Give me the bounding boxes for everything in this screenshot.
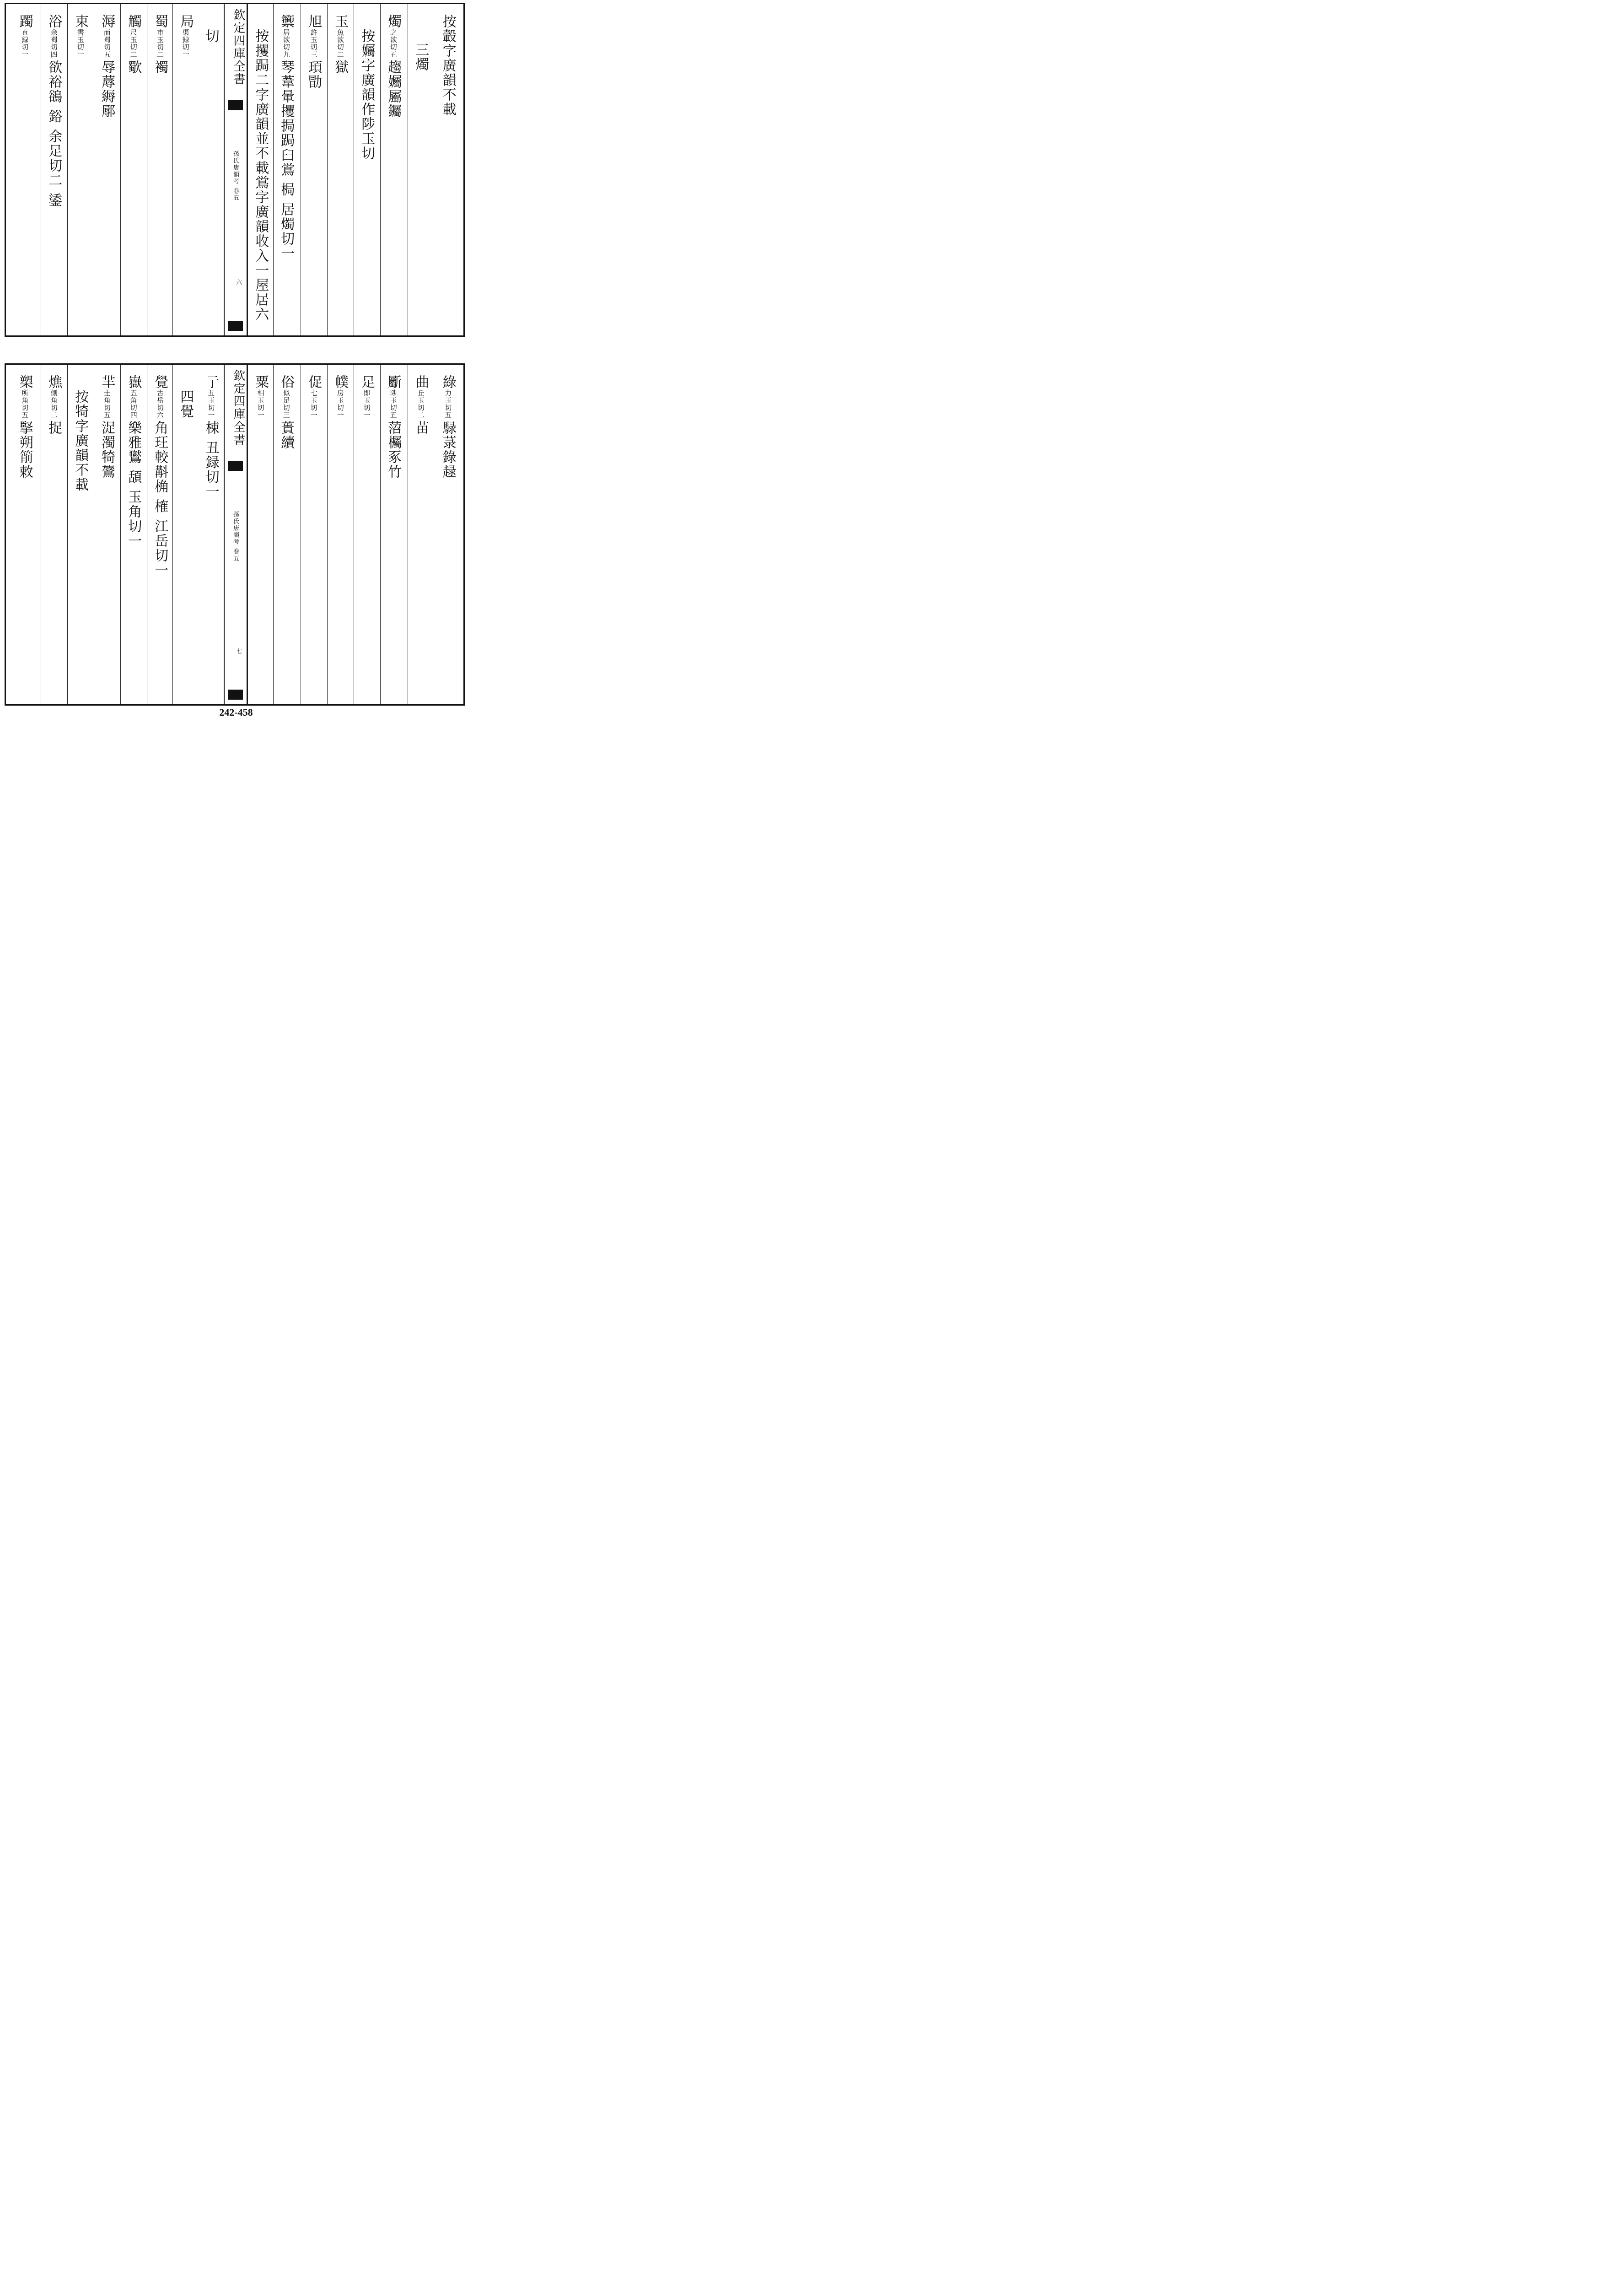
entry-head: 籞: [278, 14, 295, 29]
entry-note: 許玉切三: [309, 29, 318, 58]
entry-head: 亍: [203, 375, 219, 389]
page-number: 六: [235, 279, 242, 285]
entry-head: 觸: [125, 14, 142, 29]
entry-note: 之欲切五: [389, 29, 398, 58]
entry-tail: 獄: [332, 60, 349, 75]
column: [273, 4, 299, 335]
column: [301, 365, 326, 704]
column: [247, 365, 273, 704]
entry-note: 丑玉切一: [207, 389, 215, 419]
column: [198, 4, 224, 335]
entry-note: 直録切一: [21, 29, 29, 58]
entry-head: 燭: [385, 14, 402, 29]
entry-tail: 欲裕鵒 鋊 余足切二 鋈: [46, 60, 62, 208]
entry-tail: 頊勖: [306, 60, 322, 89]
column: [408, 365, 433, 704]
entry-note: 余蜀切四: [49, 29, 58, 58]
page-number: 七: [235, 648, 242, 654]
column: [41, 4, 66, 335]
entry-note: 五角切四: [129, 389, 138, 419]
column: [435, 4, 461, 335]
column: [301, 4, 326, 335]
entry-head: 旭: [306, 14, 322, 29]
entry-head: 促: [306, 375, 322, 389]
entry-head: 俗: [278, 375, 295, 389]
entry-head: 幞: [332, 375, 349, 389]
entry-tail: 苗: [413, 421, 429, 435]
entry-tail: 掔朔箾敕: [16, 421, 33, 479]
column: [380, 4, 406, 335]
entry-head: 局: [177, 14, 194, 29]
column: [198, 365, 224, 704]
entry-head: 覺: [152, 375, 168, 389]
volume-label: 孫氏唐韻考 卷五: [232, 151, 239, 202]
entry-head: 嶽: [125, 375, 142, 389]
column: [172, 365, 198, 704]
entry-head: 束: [72, 14, 89, 29]
column: [147, 365, 172, 704]
entry-head: 槊: [16, 375, 33, 389]
column: [94, 4, 119, 335]
column: [120, 4, 146, 335]
entry-head: 蜀: [152, 14, 168, 29]
column: [9, 365, 41, 704]
page-bottom: [5, 363, 465, 706]
entry-tail: 梀 丑録切一: [203, 421, 219, 499]
entry-tail: 樂雅鸑 頢 玉角切一: [125, 421, 142, 549]
entry-tail: 騄菉錄趢: [440, 421, 456, 479]
entry-head: 按攫跼二字廣韻並不載鴬字廣韻收入一屋居六: [253, 29, 269, 322]
entry-note: 側角切二: [49, 389, 58, 419]
entry-tail: 趨孎屬钃: [385, 60, 402, 119]
entry-tail: 菬欘豖竹: [385, 421, 402, 479]
entry-tail: 琴葦暈攫挶跼臼鴬 梮 居燭切一: [278, 60, 295, 261]
entry-tail: 捉: [46, 421, 62, 435]
entry-note: 尺玉切二: [129, 29, 138, 58]
entry-tail: 辱蓐縟鄏: [99, 60, 115, 119]
entry-note: 陟玉切五: [389, 389, 398, 419]
column: [120, 365, 146, 704]
entry-note: 古岳切六: [156, 389, 164, 419]
column: [41, 365, 66, 704]
entry-note: 居欲切九: [282, 29, 290, 58]
entry-head: 綠: [440, 375, 456, 389]
entry-note: 士角切五: [102, 389, 111, 419]
column: [247, 4, 273, 335]
entry-head: 斸: [385, 375, 402, 389]
entry-head: 浴: [46, 14, 62, 29]
entry-note: 書玉切一: [76, 29, 85, 58]
book-title: 欽定四庫全書: [231, 369, 245, 446]
entry-head: 按孎字廣韻作陟玉切: [359, 29, 375, 161]
column: [67, 365, 93, 704]
column: [172, 4, 198, 335]
center-margin: [224, 365, 247, 704]
page-top: [5, 3, 465, 337]
entry-head: 羋: [99, 375, 115, 389]
column: [354, 365, 379, 704]
column: [408, 4, 433, 335]
entry-note: 所角切五: [21, 389, 29, 419]
entry-note: 相玉切一: [256, 389, 265, 419]
entry-head: 玉: [332, 14, 349, 29]
column: [380, 365, 406, 704]
footer-page-id: 242-458: [219, 707, 253, 718]
rhyme-heading: 三燭: [413, 43, 429, 72]
entry-head: 燋: [46, 375, 62, 389]
entry-head: 粟: [253, 375, 269, 389]
entry-head: 溽: [99, 14, 115, 29]
center-margin: [224, 4, 247, 335]
entry-note: 七玉切一: [309, 389, 318, 419]
rhyme-heading: 四覺: [177, 389, 194, 419]
fish-tail-mark: [228, 690, 243, 700]
entry-note: 似足切三: [282, 389, 290, 419]
column: [327, 365, 353, 704]
entry-head: 按犄字廣韻不載: [72, 389, 89, 492]
entry-head: 切: [203, 29, 219, 43]
column: [435, 365, 461, 704]
fish-tail-mark: [228, 461, 243, 471]
entry-head: 足: [359, 375, 375, 389]
column: [327, 4, 353, 335]
entry-tail: 浞濁犄鷟: [99, 421, 115, 479]
column: [9, 4, 41, 335]
entry-tail: 歜: [125, 60, 142, 75]
column: [94, 365, 119, 704]
entry-note: 丘玉切二: [416, 389, 425, 419]
entry-note: 渠録切一: [181, 29, 190, 58]
fish-tail-mark: [228, 100, 243, 110]
fish-tail-mark: [228, 321, 243, 331]
entry-note: 而蜀切五: [102, 29, 111, 58]
entry-note: 即玉切一: [362, 389, 371, 419]
entry-head: 按轂字廣韻不載: [440, 14, 456, 117]
entry-tail: 襡: [152, 60, 168, 75]
column: [67, 4, 93, 335]
entry-note: 魚欲切二: [336, 29, 344, 58]
entry-tail: 蕢續: [278, 421, 295, 450]
entry-head: 躅: [16, 14, 33, 29]
entry-tail: 角玨較斠桷 榷 江岳切一: [152, 421, 168, 578]
entry-note: 力玉切五: [444, 389, 452, 419]
entry-head: 曲: [413, 375, 429, 389]
column: [147, 4, 172, 335]
volume-label: 孫氏唐韻考 卷五: [232, 511, 239, 562]
book-title: 欽定四庫全書: [231, 9, 245, 86]
column: [354, 4, 379, 335]
entry-note: 房玉切一: [336, 389, 344, 419]
entry-note: 市玉切二: [156, 29, 164, 58]
column: [273, 365, 299, 704]
